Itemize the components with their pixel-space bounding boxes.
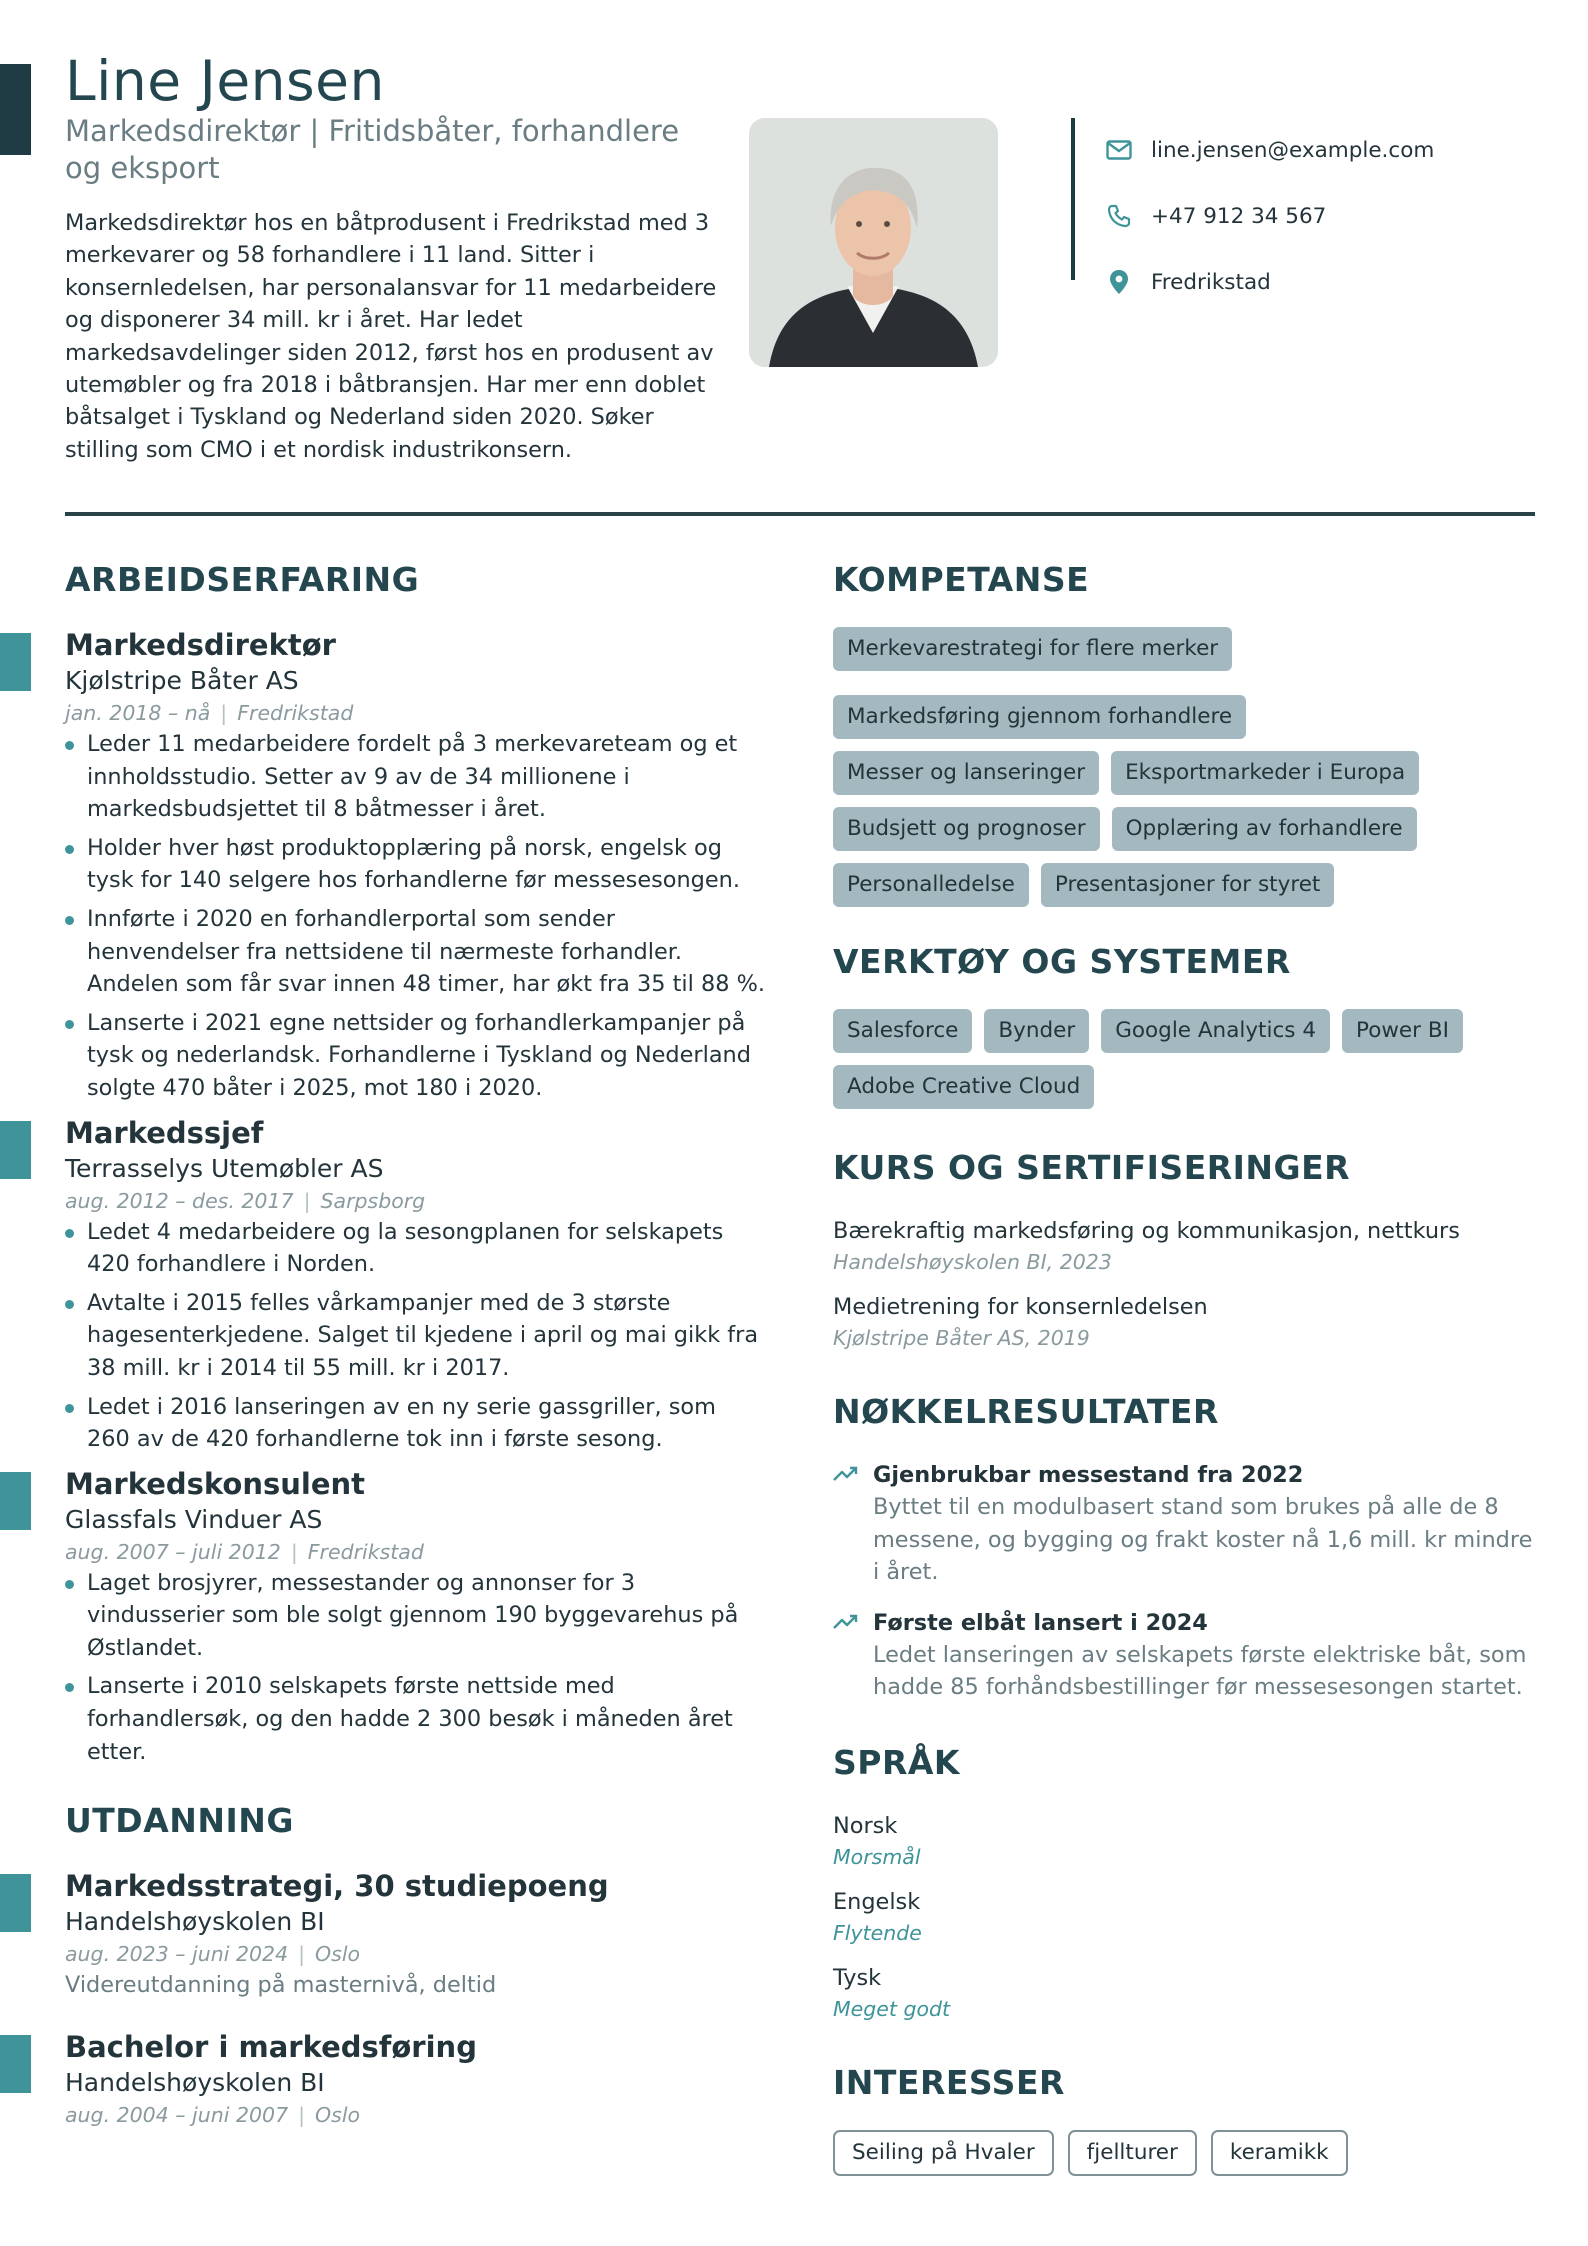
course-meta: Kjølstripe Båter AS, 2019 [833,1326,1090,1350]
language-item [833,1810,1538,1872]
skill-tag: Personalledelse [833,863,1029,907]
header [65,45,1535,515]
result-description: Byttet til en modulbasert stand som brukes på alle de 8 messene, og bygging og frakt koster nå 1,6 mill. kr mindre i året. [873,1494,1533,1586]
mail-icon [1105,136,1133,164]
interest-tag: fjellturer [1068,2130,1197,2176]
contact-divider [1071,118,1075,280]
bullet-item: Ledet i 2016 lanseringen av en ny serie gassgriller, som 260 av de 420 forhandlerne tok inn i første sesong. [65,1391,765,1456]
profile-summary: Markedsdirektør hos en båtprodusent i Fredrikstad med 3 merkevarer og 58 forhandlere i 11 land. Sitter i konsernledelsen, har personalansvar for 11 medarbeidere og disponerer 34 mill. kr i året. Har ledet markedsavdelinger siden 2012, først hos en produsent av utemøbler og fra 2018 i båtbransjen. Har mer enn doblet båtsalget i Tyskland og Nederland siden 2020. Søker stilling som CMO i et nordisk industrikonsern. [65,210,717,463]
job-entry [65,1115,765,1456]
education-period: aug. 2023 – juni 2024 [65,1942,289,1967]
education-degree: Markedsstrategi, 30 studiepoeng [65,1869,609,1904]
result-title: Første elbåt lansert i 2024 [873,1609,1208,1636]
language-level: Flytende [833,1920,922,1945]
skill-tag: Markedsføring gjennom forhandlere [833,695,1246,739]
tool-tags [833,1009,1523,1109]
skill-tags [833,627,1523,907]
result-description: Ledet lanseringen av selskapets første elektriske båt, som hadde 85 forhåndsbestillinger før messesesongen startet. [873,1641,1527,1701]
language-name: Tysk [833,1964,882,1991]
contact-location [1105,249,1434,315]
section-title-interests: INTERESSER [833,2062,1065,2102]
job-title: Markedsdirektør [65,628,336,662]
trend-up-icon [833,1465,859,1483]
course-meta: Handelshøyskolen BI, 2023 [833,1250,1112,1274]
job-accent-bar [0,1472,31,1530]
tool-tag: Salesforce [833,1009,972,1053]
section-title-education: UTDANNING [65,1801,294,1841]
job-period: aug. 2007 – juli 2012 [65,1539,281,1564]
job-place: Sarpsborg [320,1188,426,1213]
job-bullets [65,1216,765,1456]
meta-separator: | [290,1539,298,1564]
job-company: Terrasselys Utemøbler AS [65,1153,384,1183]
job-period: aug. 2012 – des. 2017 [65,1188,294,1213]
education-entry [65,1868,765,2001]
bullet-item: Holder hver høst produktopplæring på norsk, engelsk og tysk for 140 selgere hos forhandlerne før messesesongen. [65,832,765,897]
course-name: Medietrening for konsernledelsen [833,1294,1208,1320]
job-place: Fredrikstad [307,1539,424,1564]
tool-tag: Adobe Creative Cloud [833,1065,1094,1109]
education-period: aug. 2004 – juni 2007 [65,2103,289,2128]
course-name: Bærekraftig markedsføring og kommunikasjon, nettkurs [833,1218,1460,1244]
job-accent-bar [0,1121,31,1179]
education-place: Oslo [315,1942,361,1967]
phone-text[interactable]: +47 912 34 567 [1151,203,1327,229]
meta-separator: | [298,2103,306,2128]
meta-separator: | [220,701,228,725]
job-accent-bar [0,633,31,691]
trend-up-icon [833,1613,859,1631]
bullet-item: Avtalte i 2015 felles vårkampanjer med de 3 største hagesenterkjedene. Salget til kjedene i april og mai gikk fra 38 mill. kr i 2014 til 55 mill. kr i 2017. [65,1287,765,1385]
interest-tag: Seiling på Hvaler [833,2130,1054,2176]
interest-tags [833,2130,1538,2176]
education-note: Videreutdanning på masternivå, deltid [65,1972,497,1999]
portrait-illustration [749,118,998,367]
result-list [833,1459,1538,1704]
bullet-item: Leder 11 medarbeidere fordelt på 3 merkevareteam og et innholdsstudio. Setter av 9 av de 34 millionene i markedsbudsjettet til 8 båtmesser i året. [65,728,765,826]
skill-tag: Budsjett og prognoser [833,807,1100,851]
job-entry [65,1466,765,1769]
header-divider [65,512,1535,516]
skill-tag: Presentasjoner for styret [1041,863,1334,907]
job-meta [65,698,765,728]
bullet-item: Ledet 4 medarbeidere og la sesongplanen for selskapets 420 forhandlere i Norden. [65,1216,765,1281]
skill-tag: Messer og lanseringer [833,751,1099,795]
profile-photo [749,118,998,367]
section-title-languages: SPRÅK [833,1742,960,1782]
interest-tag: keramikk [1211,2130,1348,2176]
location-pin-icon [1105,268,1133,296]
meta-separator: | [298,1942,306,1967]
job-meta [65,1186,765,1216]
language-list [833,1810,1538,2024]
education-place: Oslo [315,2103,361,2128]
contact-phone[interactable] [1105,183,1434,249]
job-title: Markedskonsulent [65,1466,366,1501]
email-text[interactable]: line.jensen@example.com [1151,137,1435,163]
result-title: Gjenbrukbar messestand fra 2022 [873,1462,1304,1488]
job-bullets [65,728,765,1105]
language-name: Engelsk [833,1888,921,1915]
language-level: Morsmål [833,1844,921,1869]
job-bullets [65,1567,765,1769]
bullet-item: Innførte i 2020 en forhandlerportal som sender henvendelser fra nettsidene til nærmeste forhandler. Andelen som får svar innen 48 timer, har økt fra 35 til 88 %. [65,903,765,1001]
name-accent-bar [0,64,31,155]
education-school: Handelshøyskolen BI [65,2068,325,2098]
result-item [833,1607,1538,1704]
job-company: Kjølstripe Båter AS [65,666,299,695]
skill-tag: Eksportmarkeder i Europa [1111,751,1419,795]
job-place: Fredrikstad [237,701,354,725]
bullet-item: Lanserte i 2010 selskapets første nettside med forhandlersøk, og den hadde 2 300 besøk i måneden året etter. [65,1670,765,1768]
education-meta [65,2100,765,2130]
skill-tag: Merkevarestrategi for flere merker [833,627,1232,671]
phone-icon [1105,202,1133,230]
language-item [833,1886,1538,1948]
job-period: jan. 2018 – nå [65,701,211,725]
section-title-results: NØKKELRESULTATER [833,1392,1219,1431]
education-entry [65,2029,765,2130]
section-title-experience: ARBEIDSERFARING [65,560,420,599]
bullet-item: Laget brosjyrer, messestander og annonser for 3 vindusserier som ble solgt gjennom 190 byggevarehus på Østlandet. [65,1567,765,1665]
result-item [833,1459,1538,1589]
education-accent-bar [0,2035,31,2093]
education-meta [65,1939,765,1969]
tool-tag: Bynder [984,1009,1089,1053]
tool-tag: Power BI [1342,1009,1463,1053]
course-item [833,1215,1538,1277]
job-entry [65,627,765,1105]
candidate-name: Line Jensen [65,49,385,113]
skill-tag: Opplæring av forhandlere [1112,807,1417,851]
education-school: Handelshøyskolen BI [65,1907,325,1937]
course-item [833,1291,1538,1353]
language-level: Meget godt [833,1996,951,2021]
course-list [833,1215,1538,1353]
section-title-courses: KURS OG SERTIFISERINGER [833,1148,1351,1187]
contact-email[interactable] [1105,117,1434,183]
left-column [65,555,765,2130]
job-meta [65,1537,765,1567]
tool-tag: Google Analytics 4 [1101,1009,1330,1053]
job-company: Glassfals Vinduer AS [65,1504,323,1534]
language-item [833,1962,1538,2024]
contact-list [1105,117,1434,315]
section-title-skills: KOMPETANSE [833,560,1090,599]
location-text: Fredrikstad [1151,269,1271,295]
headline: Markedsdirektør | Fritidsbåter, forhandlere og eksport [65,114,680,185]
right-column [833,555,1538,2176]
education-accent-bar [0,1874,31,1932]
job-title: Markedssjef [65,1115,264,1150]
language-name: Norsk [833,1812,898,1839]
education-degree: Bachelor i markedsføring [65,2030,477,2065]
meta-separator: | [303,1188,311,1213]
section-title-tools: VERKTØY OG SYSTEMER [833,942,1291,981]
bullet-item: Lanserte i 2021 egne nettsider og forhandlerkampanjer på tysk og nederlandsk. Forhandlerne i Tyskland og Nederland solgte 470 båter i 2025, mot 180 i 2020. [65,1007,765,1105]
